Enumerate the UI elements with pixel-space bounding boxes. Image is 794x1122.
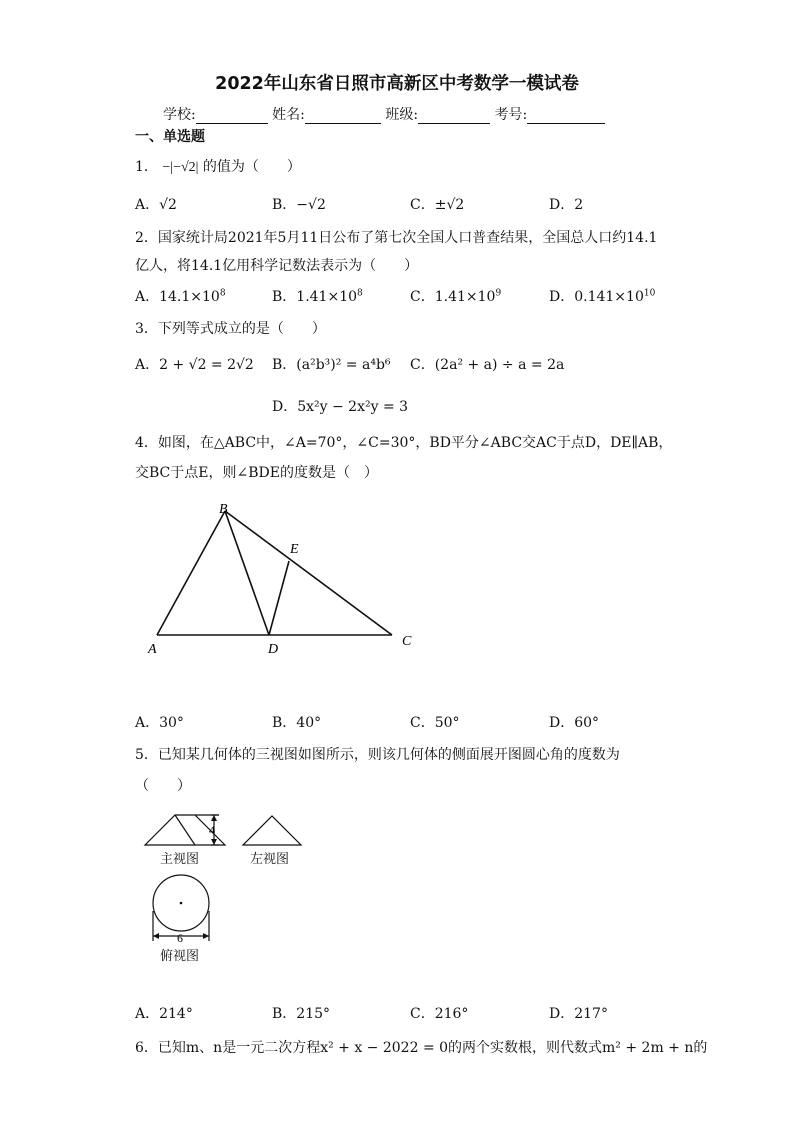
q4-option-a: A．30°: [135, 715, 184, 731]
q1-number: 1．: [135, 159, 158, 175]
q1-option-b: B．−√2: [272, 197, 326, 213]
q2-option-d: D．$0.141\times 10^{10}$: [549, 288, 656, 305]
q5-option-a: A．214°: [135, 1006, 193, 1022]
height-arrow-bottom: [211, 839, 217, 845]
segment-ab: [157, 511, 225, 635]
diameter-arrow-right: [203, 933, 209, 939]
q5-line-1: 5．已知某几何体的三视图如图所示，则该几何体的侧面展开图圆心角的度数为: [135, 747, 620, 763]
label-d: D: [268, 642, 279, 657]
name-blank[interactable]: [305, 109, 381, 124]
height-arrow-top: [211, 815, 217, 821]
triangle-figure: [140, 495, 430, 665]
school-blank[interactable]: [196, 109, 268, 124]
exam-number-label: 考号:: [494, 107, 528, 123]
q4-option-c: C．50°: [410, 715, 460, 731]
q2-line-2: 亿人，将14.1亿用科学记数法表示为（ ）: [135, 258, 419, 274]
diameter-arrow-left: [153, 933, 159, 939]
q4-option-b: B．40°: [272, 715, 322, 731]
section-heading: 一、单选题: [135, 129, 205, 145]
q2-option-b: B．$1.41\times 10^8$: [272, 288, 363, 305]
q2-option-c: C．$1.41\times 10^9$: [410, 288, 502, 305]
triangle-lines: [157, 511, 392, 635]
segment-bd: [225, 511, 269, 635]
school-label: 学校:: [163, 107, 196, 123]
q3-prompt: 3．下列等式成立的是（ ）: [135, 321, 326, 337]
top-view-center: [180, 902, 183, 905]
q2-line-1: 2．国家统计局2021年5月11日公布了第七次全国人口普查结果，全国总人口约14.1: [135, 230, 658, 246]
left-view-label: 左视图: [250, 852, 290, 867]
q5-option-b: B．215°: [272, 1006, 331, 1022]
q5-option-d: D．217°: [549, 1006, 608, 1022]
name-label: 姓名:: [272, 107, 305, 123]
q5-line-2: （ ）: [135, 778, 191, 794]
q2-option-a: A．$14.1\times 10^8$: [135, 288, 226, 305]
label-b: B: [219, 502, 228, 517]
q1-option-d: D．2: [549, 197, 584, 213]
class-label: 班级:: [385, 107, 419, 123]
q1-tail: 的值为（ ）: [202, 159, 301, 175]
exam-info-row: [163, 104, 605, 124]
q4-option-d: D．60°: [549, 715, 600, 731]
q6-line-1: 6．已知m、n是一元二次方程x² + x − 2022 = 0的两个实数根，则代数式m² + 2m + n的: [135, 1040, 708, 1056]
label-a: A: [148, 642, 157, 657]
class-blank[interactable]: [418, 109, 490, 124]
q1-expression: −|−√2|: [162, 160, 199, 175]
height-value: 4: [209, 823, 215, 837]
q3-option-d: D．5x²y − 2x²y = 3: [272, 399, 409, 415]
front-view-diagonal: [175, 815, 195, 845]
segment-bc: [225, 511, 392, 635]
diameter-value: 6: [177, 931, 183, 945]
q5-option-c: C．216°: [410, 1006, 469, 1022]
q1-option-a: A．√2: [135, 197, 177, 213]
top-view-label: 俯视图: [160, 949, 200, 964]
label-c: C: [402, 634, 412, 649]
page-title: 2022年山东省日照市高新区中考数学一模试卷: [215, 74, 579, 94]
q3-option-b: B．(a²b³)² = a⁴b⁶: [272, 357, 391, 373]
front-view-label: 主视图: [160, 852, 200, 867]
q3-option-c: C．(2a² + a) ÷ a = 2a: [410, 357, 565, 373]
question-1: [135, 156, 301, 176]
q4-line-1: 4．如图，在△ABC中，∠A=70°，∠C=30°，BD平分∠ABC交AC于点D，DE∥AB，: [135, 435, 673, 451]
left-view-shape: [243, 816, 301, 845]
q1-option-c: C．±√2: [410, 197, 465, 213]
q3-option-a: A．2 + √2 = 2√2: [135, 357, 254, 373]
segment-de: [269, 561, 289, 635]
label-e: E: [290, 542, 299, 557]
q4-line-2: 交BC于点E，则∠BDE的度数是（ ）: [135, 465, 378, 481]
exam-number-blank[interactable]: [527, 109, 605, 124]
